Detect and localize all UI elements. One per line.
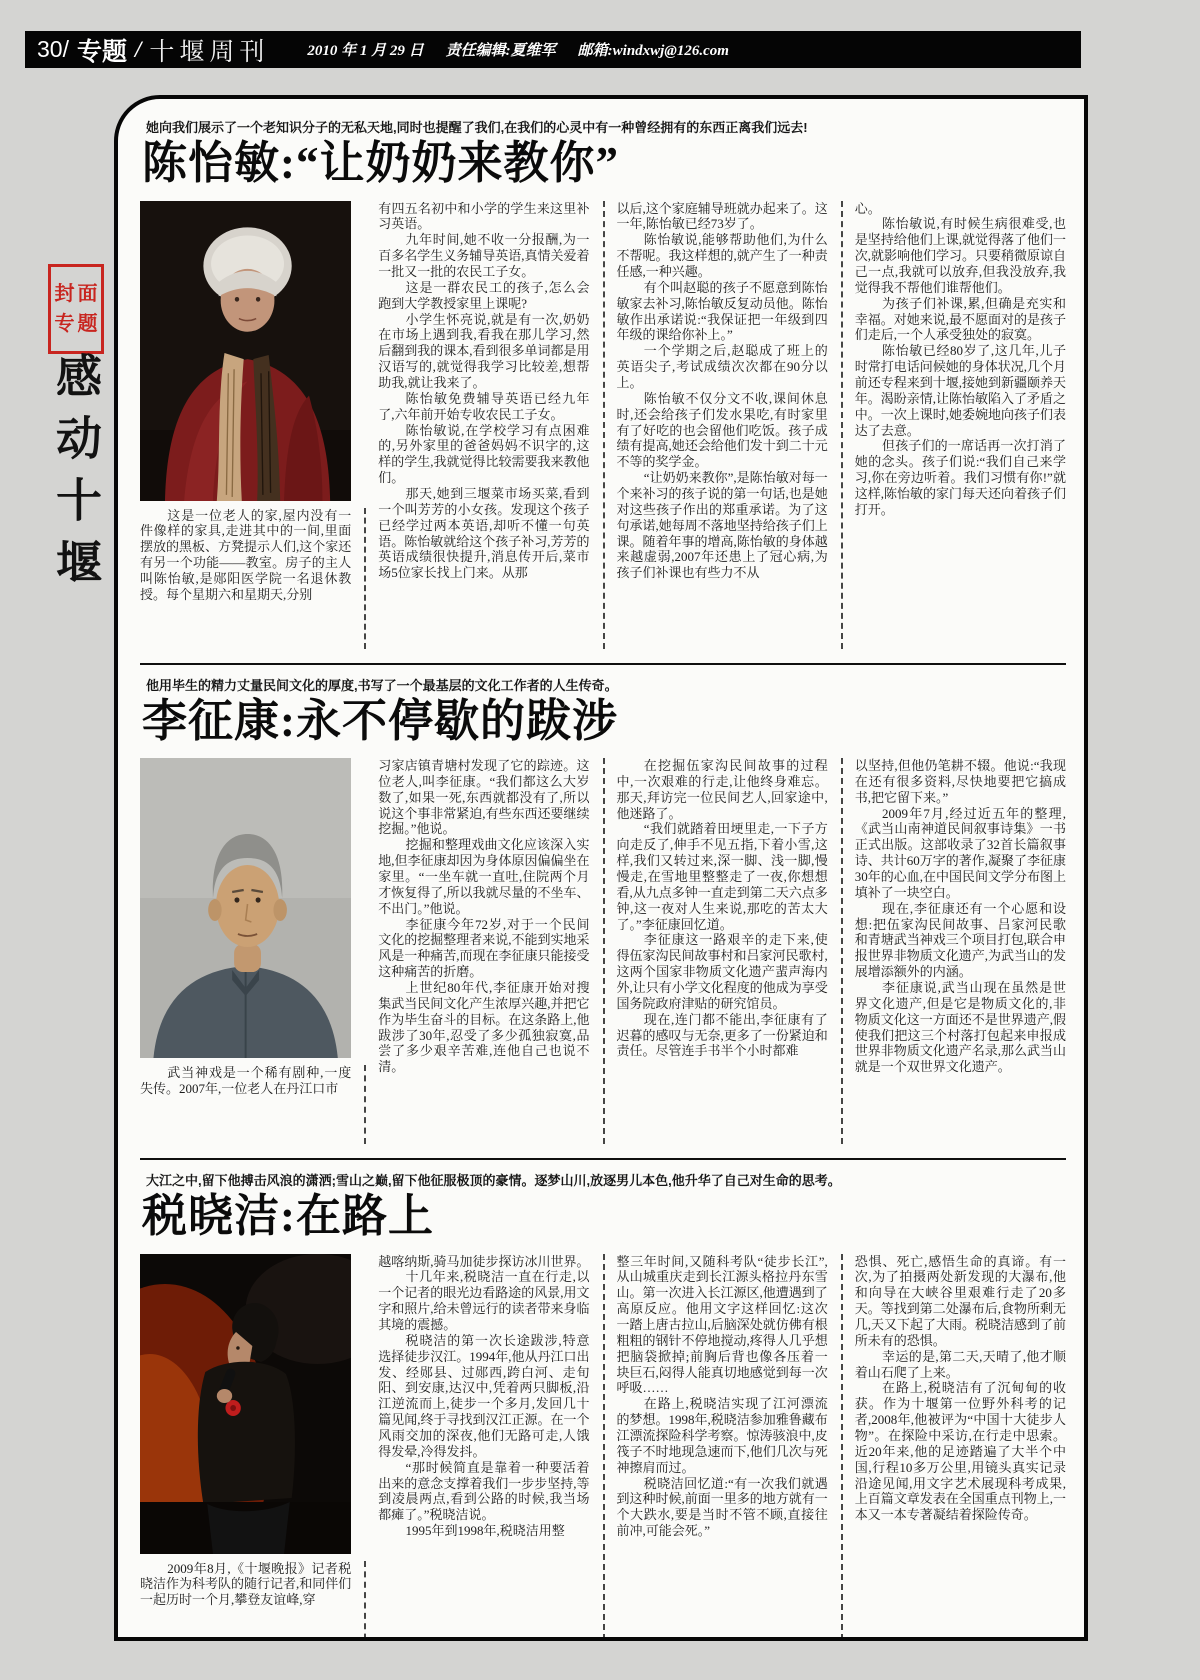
paragraph: 幸运的是,第二天,天晴了,他才顺着山石爬了上来。 (854, 1348, 1066, 1380)
article-columns (140, 758, 1066, 1146)
slash-separator: / (135, 36, 142, 62)
paragraph: 陈怡敏说,能够帮助他们,为什么不帮呢。我这样想的,就产生了一种责任感,一种兴趣。 (616, 232, 828, 279)
paragraph: 陈怡敏免费辅导英语已经九年了,六年前开始专收农民工子女。 (378, 390, 590, 422)
column-1 (140, 758, 351, 1146)
paragraph: 现在,李征康还有一个心愿和设想:把伍家沟民间故事、吕家河民歌和青塘武当神戏三个项目打包,联合申报世界非物质文化遗产,为武当山的发展增添额外的内涵。 (854, 900, 1066, 980)
publication-name: 十堰周刊 (149, 38, 270, 66)
paragraph: 为孩子们补课,累,但确是充实和幸福。对她来说,最不愿面对的是孩子们走后,一个人承受独处的寂寞。 (854, 295, 1066, 343)
seal-line-1: 封面 (54, 283, 101, 305)
paragraph: 九年时间,她不收一分报酬,为一百多名学生义务辅导英语,真情关爱着一批又一批的农民工子女。 (378, 232, 590, 279)
section-label: 专题 (76, 38, 127, 66)
photo-caption (140, 1065, 351, 1097)
paragraph: 有个叫赵聪的孩子不愿意到陈怡敏家去补习,陈怡敏反复动员他。陈怡敏作出承诺说:“我保证把一年级到四年级的课给你补上。” (616, 279, 828, 343)
paragraph: 挖掘和整理戏曲文化应该深入实地,但李征康却因为身体原因偏偏坐在家里。“一坐车就一直吐,住院两个月才恢复得了,所以我就尽量的不坐车、不出门。”他说。 (378, 837, 590, 916)
paragraph: 武当神戏是一个稀有剧种,一度失传。2007年,一位老人在丹江口市 (140, 1065, 352, 1096)
column-3 (603, 758, 828, 1146)
cover-topic-seal (48, 264, 104, 354)
paragraph: 李征康这一路艰辛的走下来,使得伍家沟民间故事村和吕家河民歌村,这两个国家非物质文化遗产蜚声海内外,让只有小学文化程度的他成为享受国务院政府津贴的研究馆员。 (616, 932, 828, 1011)
column-4 (841, 1254, 1066, 1642)
article-headline: 陈怡敏:“让奶奶来教你” (142, 138, 619, 188)
issue-date: 2010 年 1 月 29 日 (307, 43, 424, 59)
paragraph: 现在,连门都不能出,李征康有了迟暮的感叹与无奈,更多了一份紧迫和责任。尽管连手书半个小时都难 (616, 1011, 828, 1059)
paragraph: “让奶奶来教你”,是陈怡敏对每一个来补习的孩子说的第一句话,也是她对这些孩子作出的郑重承诺。为了这句承诺,她每周不落地坚持给孩子们上课。随着年事的增高,陈怡敏的身体越来越虚弱,2007年还患上了冠心病,为孩子们补课也有些力不从 (616, 470, 828, 581)
column-4 (841, 758, 1066, 1146)
article-li-zhengkang (140, 675, 1066, 1147)
article-intro: 他用毕生的精力丈量民间文化的厚度,书写了一个最基层的文化工作者的人生传奇。 (146, 677, 618, 693)
editor-email: 邮箱:windxwj@126.com (577, 43, 729, 59)
paragraph: 但孩子们的一席话再一次打消了她的念头。孩子们说:“我们自己来学习,你在旁边听着。我们习惯有你!”就这样,陈怡敏的家门每天还向着孩子们打开。 (854, 438, 1066, 517)
column-1 (140, 201, 351, 651)
paragraph: 这是一群农民工的孩子,怎么会跑到大学教授家里上课呢? (378, 279, 590, 311)
chen-yimin-photo (140, 201, 351, 501)
paragraph: 陈怡敏已经80岁了,这几年,儿子时常打电话问候她的身体状况,几个月前还专程来到十堰,接她到新疆颐养天年。渴盼亲情,让陈怡敏陷入了矛盾之中。一次上课时,她委婉地向孩子们表达了去意。 (854, 343, 1066, 438)
paragraph: 习家店镇青塘村发现了它的踪迹。这位老人,叫李征康。“我们都这么大岁数了,如果一死,东西就都没有了,所以说这个事非常紧迫,有些东西还要继续挖掘。”他说。 (378, 758, 590, 837)
paragraph: 上世纪80年代,李征康开始对搜集武当民间文化产生浓厚兴趣,并把它作为毕生奋斗的目标。在这条路上,他跋涉了30年,忍受了多少孤独寂寞,品尝了多少艰辛苦难,连他自己也说不清。 (378, 980, 590, 1075)
content-frame (114, 95, 1088, 1641)
column-3 (603, 201, 828, 651)
paragraph: 2009年7月,经过近五年的整理,《武当山南神道民间叙事诗集》一书正式出版。这部收录了32首长篇叙事诗、共计60万字的著作,凝聚了李征康30年的心血,在中国民间文学分布图上填补了一块空白。 (854, 805, 1066, 900)
article-headline: 李征康:永不停歇的跋涉 (142, 695, 618, 746)
paragraph: 税晓洁回忆道:“有一次我们就遇到这种时候,前面一里多的地方就有一个大跌水,要是当时不管不顾,直接往前冲,可能会死。” (616, 1475, 828, 1539)
paragraph: “那时候简直是靠着一种要活着出来的意念支撑着我们一步步坚持,等到凌晨两点,看到公路的时候,我当场都瘫了。”税晓洁说。 (378, 1459, 590, 1523)
paragraph: 2009年8月,《十堰晚报》记者税晓洁作为科考队的随行记者,和同伴们一起历时一个月,攀登友谊峰,穿 (140, 1560, 352, 1608)
paragraph: 小学生怀亮说,就是有一次,奶奶在市场上遇到我,看我在那儿学习,然后翻到我的课本,看到很多单词都是用汉语写的,就觉得我学习比较差,想帮助我,就让我来了。 (378, 311, 590, 390)
masthead-bar (25, 31, 1081, 68)
column-text (140, 508, 351, 603)
paragraph: 恐惧、死亡,感悟生命的真谛。有一次,为了拍摄两处新发现的大瀑布,他和向导在大峡谷里艰难行走了20多天。等找到第二处瀑布后,食物所剩无几,天又下起了大雨。税晓洁感到了前所未有的恐惧。 (854, 1253, 1066, 1348)
article-columns (140, 201, 1066, 651)
vertical-series-title: 感动十堰 (50, 352, 101, 600)
paragraph: 在路上,税晓洁有了沉甸甸的收获。作为十堰第一位野外科考的记者,2008年,他被评为“中国十大徒步人物”。在探险中采访,在行走中思索。近20年来,他的足迹踏遍了大半个中国,行程10多万公里,用镜头真实记录沿途见闻,用文字艺术展现科考成果,上百篇文章发表在全国重点刊物上,一本又一本专著凝结着探险传奇。 (854, 1380, 1066, 1523)
column-2 (364, 758, 589, 1146)
paragraph: “我们就踏着田埂里走,一下子方向走反了,伸手不见五指,下着小雪,这样,我们又转过来,深一脚、浅一脚,慢慢走,在雪地里整整走了一夜,你想想看,从九点多钟一直走到第二天六点多钟,这一夜对人生来说,那吃的苦太大了。”李征康回忆道。 (616, 821, 828, 932)
paragraph: 十几年来,税晓洁一直在行走,以一个记者的眼光边看路途的风景,用文字和照片,给未曾远行的读者带来身临其境的震撼。 (378, 1269, 590, 1332)
column-3 (603, 1254, 828, 1642)
paragraph: 有四五名初中和小学的学生来这里补习英语。 (378, 200, 590, 232)
paragraph: 税晓洁的第一次长途跋涉,特意选择徒步汉江。1994年,他从丹江口出发、经郧县、过郧西,跨白河、走旬阳、到安康,达汉中,凭着两只脚板,沿江逆流而上,徒步一个多月,发回几十篇见闻,终于寻找到汉江正源。在一个风雨交加的深夜,他们无路可走,人饿得发晕,冷得发抖。 (378, 1332, 590, 1459)
article-headline: 税晓洁:在路上 (142, 1191, 434, 1241)
page-number: 30/ (37, 36, 69, 62)
paragraph: 1995年到1998年,税晓洁用整 (405, 1523, 565, 1539)
paragraph: 那天,她到三堰菜市场买菜,看到一个叫芳芳的小女孩。发现这个孩子已经学过两本英语,却听不懂一句英语。陈怡敏就给这个孩子补习,芳芳的英语成绩很快提升,消息传开后,菜市场5位家长找上门来。从那 (378, 485, 590, 581)
paragraph: 李征康今年72岁,对于一个民间文化的挖掘整理者来说,不能到实地采风是一种痛苦,而现在李征康只能接受这种痛苦的折磨。 (378, 916, 590, 980)
column-2 (364, 201, 589, 651)
paragraph: 以坚持,但他仍笔耕不辍。他说:“我现在还有很多资料,尽快地要把它搞成书,把它留下来。” (854, 758, 1066, 805)
paragraph: 在挖掘伍家沟民间故事的过程中,一次艰难的行走,让他终身难忘。那天,拜访完一位民间艺人,回家途中,他迷路了。 (616, 758, 828, 821)
column-2 (364, 1254, 589, 1642)
article-columns (140, 1254, 1066, 1642)
editor-credit: 责任编辑:夏维军 (445, 43, 556, 59)
section-divider (140, 663, 1066, 665)
seal-line-2: 专题 (54, 313, 101, 335)
article-intro: 她向我们展示了一个老知识分子的无私天地,同时也提醒了我们,在我们的心灵中有一种曾经拥有的东西正离我们远去! (146, 120, 808, 135)
article-shui-xiaojie (140, 1170, 1066, 1641)
masthead-meta (307, 39, 729, 60)
paragraph: 在路上,税晓洁实现了江河漂流的梦想。1998年,税晓洁参加雅鲁藏布江漂流探险科学考察。惊涛骇浪中,皮筏子不时地现急速而下,他们几次与死神擦肩而过。 (616, 1396, 828, 1475)
paragraph: 李征康说,武当山现在虽然是世界文化遗产,但是它是物质文化的,非物质文化这一方面还不是世界遗产,假使我们把这三个村落打包起来申报成世界非物质文化遗产名录,那么武当山就是一个双世界文化遗产。 (854, 980, 1066, 1075)
column-1 (140, 1254, 351, 1642)
paragraph: 陈怡敏说,在学校学习有点困难的,另外家里的爸爸妈妈不识字的,这样的学生,我就觉得比较需要我来教他们。 (378, 422, 590, 486)
paragraph: 一个学期之后,赵聪成了班上的英语尖子,考试成绩次次都在90分以上。 (616, 343, 828, 390)
paragraph: 整三年时间,又随科考队“徒步长江”,从山城重庆走到长江源头格拉丹东雪山。第一次进入长江源区,他遭遇到了高原反应。他用文字这样回忆:这次一踏上唐古拉山,后脑深处就仿佛有根粗粗的钢针不停地搅动,疼得人几乎想把脑袋掀掉;前胸后背也像各压着一块巨石,闷得人能真切地感觉到每一次呼吸…… (616, 1253, 828, 1396)
paragraph: 以后,这个家庭辅导班就办起来了。这一年,陈怡敏已经73岁了。 (616, 200, 828, 232)
paragraph: 陈怡敏说,有时候生病很难受,也是坚持给他们上课,就觉得落了他们一次,就影响他们学习。只要稍微原谅自己一点,我就可以放弃,但我没放弃,我觉得我不帮他们谁帮他们。 (854, 216, 1066, 295)
paragraph: 这是一位老人的家,屋内没有一件像样的家具,走进其中的一间,里面摆放的黑板、方凳提示人们,这个家还有另一个功能——教室。房子的主人叫陈怡敏,是郧阳医学院一名退休教授。每个星期六和星期天,分别 (140, 507, 352, 602)
paragraph: 越喀纳斯,骑马加徒步探访冰川世界。 (378, 1253, 590, 1269)
paragraph: 心。 (854, 200, 881, 216)
article-intro: 大江之中,留下他搏击风浪的潇洒;雪山之巅,留下他征服极顶的豪情。逐梦山川,放逐男儿本色,他升华了自己对生命的思考。 (146, 1173, 841, 1188)
section-divider (140, 1158, 1066, 1160)
article-chen-yimin (140, 117, 1066, 651)
paragraph: 陈怡敏不仅分文不收,课间休息时,还会给孩子们发水果吃,有时家里有了好吃的也会留他们吃饭。孩子成绩有提高,她还会给他们发十到二十元不等的奖学金。 (616, 390, 828, 470)
shui-xiaojie-photo (140, 1254, 351, 1554)
li-zhengkang-photo (140, 758, 351, 1058)
column-4 (841, 201, 1066, 651)
photo-caption (140, 1561, 351, 1609)
